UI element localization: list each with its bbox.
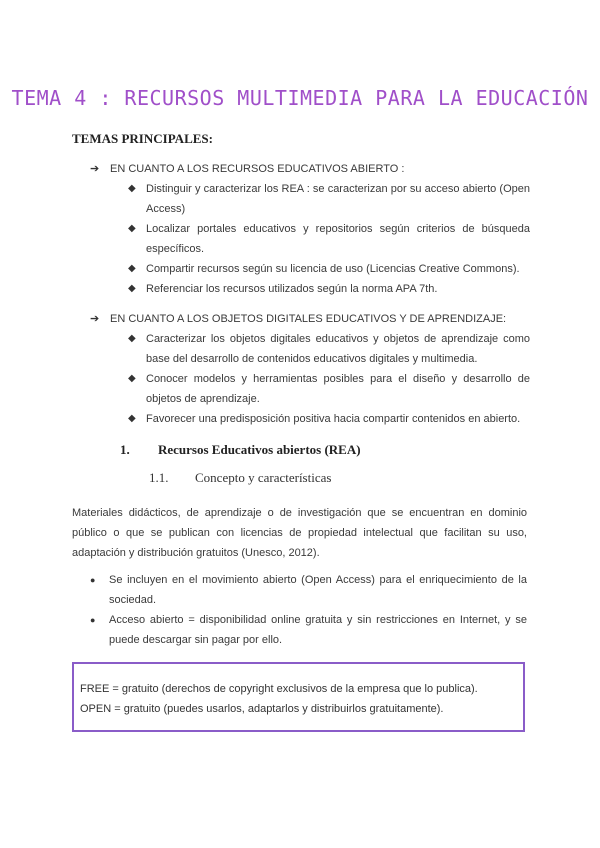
topic-rea: [90, 159, 530, 299]
diamond-bullet-icon: ◆: [128, 373, 136, 384]
heading-1-number: 1.: [120, 442, 130, 457]
diamond-bullet-icon: ◆: [128, 183, 136, 194]
list-item: ◆ Referenciar los recursos utilizados según la norma APA 7th.: [90, 279, 530, 299]
topic-label: EN CUANTO A LOS RECURSOS EDUCATIVOS ABIERTO :: [110, 163, 405, 175]
list-item: ◆ Localizar portales educativos y repositorios según criterios de búsqueda específicos.: [90, 219, 530, 259]
list-item: ● Acceso abierto = disponibilidad online gratuita y sin restricciones en Internet, y se puede descargar sin pagar por ello.: [72, 610, 527, 650]
topic-heading: [90, 309, 530, 329]
arrow-right-icon: ➔: [90, 163, 100, 175]
list-item: ● Se incluyen en el movimiento abierto (Open Access) para el enriquecimiento de la sociedad.: [72, 570, 527, 610]
heading-2-number: 1.1.: [149, 470, 169, 485]
diamond-bullet-icon: ◆: [128, 413, 136, 424]
topic-label: EN CUANTO A LOS OBJETOS DIGITALES EDUCATIVOS Y DE APRENDIZAJE:: [110, 313, 507, 325]
list-item: ◆ Favorecer una predisposición positiva hacia compartir contenidos en abierto.: [90, 409, 530, 429]
page-title: TEMA 4 : RECURSOS MULTIMEDIA PARA LA EDUCACIÓN: [11, 86, 589, 110]
section-heading: TEMAS PRINCIPALES:: [72, 131, 213, 146]
arrow-right-icon: ➔: [90, 313, 100, 325]
bullet-dot-icon: ●: [90, 575, 96, 585]
list-item: ◆ Conocer modelos y herramientas posibles para el diseño y desarrollo de objetos de aprendizaje.: [90, 369, 530, 409]
diamond-bullet-icon: ◆: [128, 283, 136, 294]
diamond-bullet-icon: ◆: [128, 263, 136, 274]
box-line-open: OPEN = gratuito (puedes usarlos, adaptarlos y distribuirlos gratuitamente).: [80, 703, 444, 715]
free-open-box: [72, 662, 525, 732]
definition-paragraph: Materiales didácticos, de aprendizaje o de investigación que se encuentran en dominio público o que se publican con licencias de propiedad intelectual que facilitan su uso, adaptación y distribución gratuitos (Unesco, 2012).: [72, 507, 527, 559]
topic-objetos-digitales: [90, 309, 530, 429]
bullet-list: [72, 570, 527, 650]
list-item: ◆ Compartir recursos según su licencia de uso (Licencias Creative Commons).: [90, 259, 530, 279]
list-item: ◆ Caracterizar los objetos digitales educativos y objetos de aprendizaje como base del desarrollo de contenidos educativos digitales y multimedia.: [90, 329, 530, 369]
topic-heading: [90, 159, 530, 179]
list-item: ◆ Distinguir y caracterizar los REA : se caracterizan por su acceso abierto (Open Access): [90, 179, 530, 219]
bullet-dot-icon: ●: [90, 615, 96, 625]
heading-1: [120, 442, 361, 458]
diamond-bullet-icon: ◆: [128, 223, 136, 234]
diamond-bullet-icon: ◆: [128, 333, 136, 344]
heading-1-text: Recursos Educativos abiertos (REA): [158, 442, 361, 457]
box-line-free: FREE = gratuito (derechos de copyright exclusivos de la empresa que lo publica).: [80, 683, 478, 695]
heading-2-text: Concepto y características: [195, 470, 332, 485]
heading-2: [149, 470, 331, 486]
